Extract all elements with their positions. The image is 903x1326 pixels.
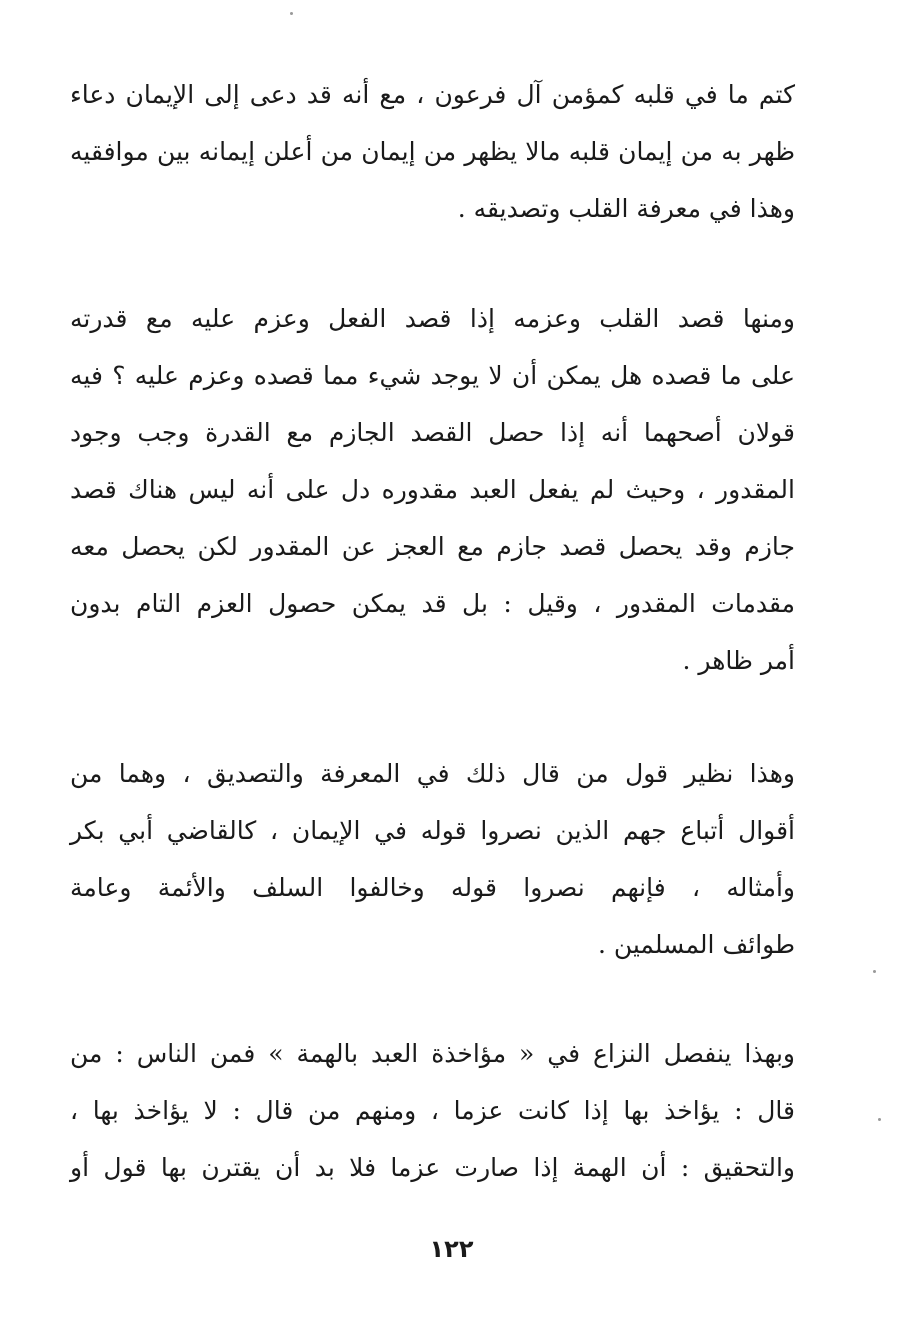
text-line: طوائف المسلمين . [597,930,795,959]
text-line: والتحقيق : أن الهمة إذا صارت عزما فلا بد أن يقترن بها قول أو [70,1153,795,1182]
scan-speck [878,1118,881,1121]
text-line: وبهذا ينفصل النزاع في « مؤاخذة العبد بالهمة » فمن الناس : من [70,1039,795,1068]
paragraph-4 [70,1025,795,1196]
paragraph-2 [70,290,795,689]
text-line: المقدور ، وحيث لم يفعل العبد مقدوره دل على أنه ليس هناك قصد [70,475,795,504]
paragraph-1 [70,66,795,237]
text-line: مقدمات المقدور ، وقيل : بل قد يمكن حصول العزم التام بدون [70,589,795,618]
text-line: أمر ظاهر . [682,646,795,675]
paragraph-3 [70,745,795,973]
scan-speck [290,12,293,15]
text-line: وهذا نظير قول من قال ذلك في المعرفة والتصديق ، وهما من [70,759,795,788]
text-line: وهذا في معرفة القلب وتصديقه . [457,194,795,223]
text-line: على ما قصده هل يمكن أن لا يوجد شيء مما قصده وعزم عليه ؟ فيه [70,361,795,390]
text-line: قولان أصحهما أنه إذا حصل القصد الجازم مع القدرة وجب وجود [70,418,795,447]
text-line: ظهر به من إيمان قلبه مالا يظهر من إيمان من أعلن إيمانه بين موافقيه [70,137,795,166]
scan-speck [873,970,876,973]
text-line: وأمثاله ، فإنهم نصروا قوله وخالفوا السلف والأئمة وعامة [70,873,795,902]
text-line: أقوال أتباع جهم الذين نصروا قوله في الإيمان ، كالقاضي أبي بكر [70,816,795,845]
text-line: كتم ما في قلبه كمؤمن آل فرعون ، مع أنه قد دعى إلى الإيمان دعاء [70,80,795,109]
text-line: جازم وقد يحصل قصد جازم مع العجز عن المقدور لكن يحصل معه [70,532,795,561]
text-line: ومنها قصد القلب وعزمه إذا قصد الفعل وعزم عليه مع قدرته [70,304,795,333]
text-line: قال : يؤاخذ بها إذا كانت عزما ، ومنهم من قال : لا يؤاخذ بها ، [70,1096,795,1125]
page-number: ١٢٢ [429,1235,474,1263]
